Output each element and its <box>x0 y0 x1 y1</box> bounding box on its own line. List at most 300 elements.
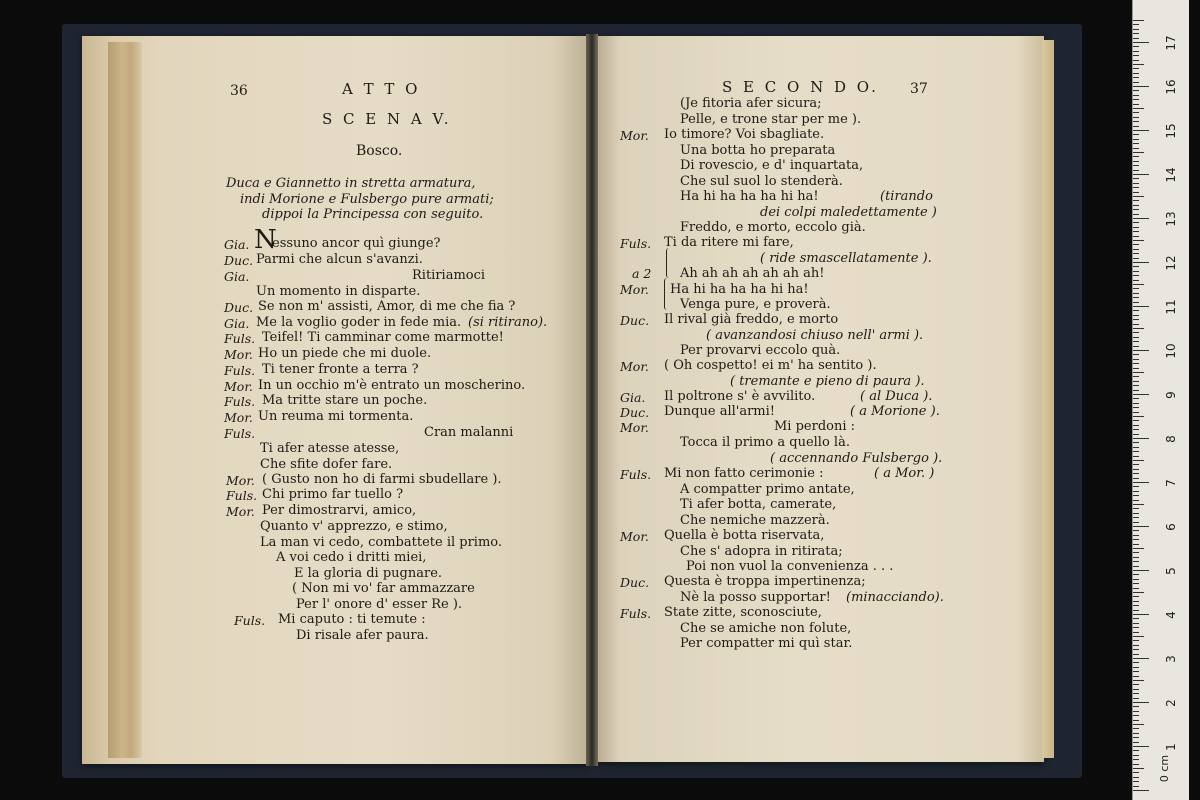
left-page-number: 36 <box>230 83 248 99</box>
ruler-tick <box>1133 759 1139 760</box>
ruler-tick <box>1133 658 1149 659</box>
ruler-tick <box>1133 447 1139 448</box>
ruler-tick <box>1133 236 1139 237</box>
ruler-tick <box>1133 99 1139 100</box>
ruler-tick <box>1133 526 1149 527</box>
speaker-label: Mor. <box>224 410 253 425</box>
ruler-tick <box>1133 702 1149 703</box>
ruler-tick <box>1133 764 1139 765</box>
ruler-tick <box>1133 183 1139 184</box>
speaker-label: Gia. <box>224 269 250 284</box>
ruler-tick <box>1133 117 1139 118</box>
dialogue-line: Se non m' assisti, Amor, di me che fia ? <box>258 299 516 314</box>
ruler-tick <box>1133 750 1139 751</box>
dialogue-line: Ho un piede che mi duole. <box>258 346 432 361</box>
dialogue-line: State zitte, sconosciute, <box>664 605 822 620</box>
dialogue-line: Questa è troppa impertinenza; <box>664 574 866 589</box>
right-running-head: S E C O N D O. <box>722 78 879 96</box>
ruler-tick <box>1133 755 1139 756</box>
ruler-tick <box>1133 222 1139 223</box>
ruler-tick <box>1133 38 1139 39</box>
ruler-tick <box>1133 112 1139 113</box>
ruler-number: 9 <box>1164 391 1178 399</box>
stage-aside: ( avanzandosi chiuso nell' armi ). <box>706 328 924 343</box>
ruler-tick <box>1133 561 1139 562</box>
ruler-tick <box>1133 500 1139 501</box>
speaker-label: Duc. <box>620 313 650 328</box>
stage-aside: ( a Mor. ) <box>874 466 935 481</box>
dialogue-line: A compatter primo antate, <box>680 482 855 497</box>
dialogue-line: Per provarvi eccolo quà. <box>680 343 841 358</box>
ruler-tick <box>1133 337 1139 338</box>
ruler-tick <box>1133 737 1139 738</box>
ruler-tick <box>1133 504 1144 505</box>
ruler-tick <box>1133 530 1139 531</box>
ruler-number: 17 <box>1164 35 1178 51</box>
stage-direction-line: indi Morione e Fulsbergo pure armati; <box>240 192 494 207</box>
ruler-tick <box>1133 60 1139 61</box>
dialogue-line: Ti tener fronte a terra ? <box>262 362 419 377</box>
stage-aside: ( al Duca ). <box>860 389 933 404</box>
dialogue-line: ( Gusto non ho di farmi sbudellare ). <box>262 472 502 487</box>
ruler-tick <box>1133 442 1139 443</box>
ruler-tick <box>1133 605 1139 606</box>
ruler-tick <box>1133 552 1139 553</box>
ruler-tick <box>1133 522 1139 523</box>
dialogue-line: Mi non fatto cerimonie : <box>664 466 824 481</box>
ruler-tick <box>1133 636 1144 637</box>
ruler-tick <box>1133 29 1139 30</box>
ruler-tick <box>1133 425 1139 426</box>
ruler-tick <box>1133 403 1139 404</box>
speaker-label: Fuls. <box>620 467 652 482</box>
dialogue-line: Che s' adopra in ritirata; <box>680 544 843 559</box>
ruler-tick <box>1133 711 1139 712</box>
ruler-tick <box>1133 205 1139 206</box>
dialogue-line: Per dimostrarvi, amico, <box>262 503 417 518</box>
ruler-tick <box>1133 596 1139 597</box>
dialogue-line: Venga pure, e proverà. <box>680 297 831 312</box>
ruler-tick <box>1133 332 1139 333</box>
dialogue-line: Chi primo far tuello ? <box>262 487 404 502</box>
ruler-tick <box>1133 680 1144 681</box>
ruler-tick <box>1133 772 1139 773</box>
ruler-number: 14 <box>1164 167 1178 183</box>
speaker-label: Gia. <box>224 237 250 252</box>
ruler-number: 10 <box>1164 343 1178 359</box>
ruler-tick <box>1133 240 1144 241</box>
ruler-number: 3 <box>1164 655 1178 663</box>
ruler-tick <box>1133 416 1144 417</box>
dialogue-line: Per l' onore d' esser Re ). <box>296 597 463 612</box>
dialogue-line: Parmi che alcun s'avanzi. <box>256 252 423 267</box>
ruler-tick <box>1133 249 1139 250</box>
ruler-number: 7 <box>1164 479 1178 487</box>
dialogue-line: Che nemiche mazzerà. <box>680 513 830 528</box>
speaker-label: Gia. <box>224 316 250 331</box>
ruler-tick <box>1133 733 1139 734</box>
ruler-number: 1 <box>1164 743 1178 751</box>
speaker-label: Mor. <box>620 359 649 374</box>
dialogue-line: Tocca il primo a quello là. <box>680 435 850 450</box>
ruler-tick <box>1133 95 1139 96</box>
speaker-label: Mor. <box>620 529 649 544</box>
ruler-tick <box>1133 187 1139 188</box>
dialogue-line: Nè la posso supportar! <box>680 590 831 605</box>
dialogue-line: Ma tritte stare un poche. <box>262 393 428 408</box>
ruler-tick <box>1133 777 1139 778</box>
dialogue-line: (Je fitoria afer sicura; <box>680 96 822 111</box>
ruler-tick <box>1133 350 1149 351</box>
ruler-tick <box>1133 614 1149 615</box>
ruler-tick <box>1133 381 1139 382</box>
ruler-tick <box>1133 73 1139 74</box>
ruler-tick <box>1133 209 1139 210</box>
dialogue-line: Freddo, e morto, eccolo già. <box>680 220 866 235</box>
ruler-tick <box>1133 363 1139 364</box>
ruler-tick <box>1133 601 1139 602</box>
ruler-tick <box>1133 20 1144 21</box>
ruler-tick <box>1133 398 1139 399</box>
ruler-tick <box>1133 297 1139 298</box>
ruler-tick <box>1133 570 1149 571</box>
ruler-tick <box>1133 192 1139 193</box>
ruler-tick <box>1133 108 1144 109</box>
ruler-tick <box>1133 706 1139 707</box>
speaker-label: Duc. <box>224 253 254 268</box>
speaker-label: Fuls. <box>620 236 652 251</box>
ruler-tick <box>1133 583 1139 584</box>
ruler-tick <box>1133 574 1139 575</box>
ruler-tick <box>1133 178 1139 179</box>
ruler-tick <box>1133 231 1139 232</box>
drop-cap: N <box>254 225 277 255</box>
ruler-tick <box>1133 544 1139 545</box>
ruler-tick <box>1133 728 1139 729</box>
left-running-head: A T T O <box>342 80 421 98</box>
ruler-tick <box>1133 566 1139 567</box>
ruler-tick <box>1133 148 1139 149</box>
ruler-tick <box>1133 742 1139 743</box>
speaker-label: Mor. <box>620 128 649 143</box>
dialogue-line: Il poltrone s' è avvilito. <box>664 389 816 404</box>
ruler-tick <box>1133 513 1139 514</box>
speaker-label: Mor. <box>226 504 255 519</box>
speaker-label: Duc. <box>620 405 650 420</box>
ruler-tick <box>1133 618 1139 619</box>
ruler-tick <box>1133 271 1139 272</box>
dialogue-line: Un momento in disparte. <box>256 284 421 299</box>
ruler-tick <box>1133 579 1139 580</box>
stage-aside: ( a Morione ). <box>850 404 940 419</box>
ruler-tick <box>1133 214 1139 215</box>
ruler-tick <box>1133 482 1149 483</box>
speaker-label: Mor. <box>226 473 255 488</box>
ruler-number: 11 <box>1164 299 1178 315</box>
ruler-tick <box>1133 385 1139 386</box>
dialogue-line: Dunque all'armi! <box>664 404 776 419</box>
dialogue-line: ( Oh cospetto! ei m' ha sentito ). <box>664 358 877 373</box>
dialogue-line: Me la voglio goder in fede mia. <box>256 315 462 330</box>
ruler-tick <box>1133 196 1144 197</box>
ruler-tick <box>1133 134 1139 135</box>
speaker-label: Duc. <box>620 575 650 590</box>
ruler-tick <box>1133 244 1139 245</box>
ruler-tick <box>1133 693 1139 694</box>
ruler-number: 16 <box>1164 79 1178 95</box>
ruler-tick <box>1133 275 1139 276</box>
ruler-tick <box>1133 354 1139 355</box>
dialogue-line: Ha hi ha ha ha hi ha! <box>680 189 819 204</box>
dialogue-line: Pelle, e trone star per me ). <box>680 112 862 127</box>
ruler-tick <box>1133 139 1139 140</box>
ruler-tick <box>1133 359 1139 360</box>
ruler-tick <box>1133 662 1139 663</box>
ruler-tick <box>1133 698 1139 699</box>
ruler-tick <box>1133 451 1139 452</box>
ruler-tick <box>1133 266 1139 267</box>
ruler-tick <box>1133 671 1139 672</box>
ruler-number: 2 <box>1164 699 1178 707</box>
dialogue-line: Quella è botta riservata, <box>664 528 825 543</box>
ruler-tick <box>1133 548 1144 549</box>
speaker-label: Fuls. <box>224 363 256 378</box>
dialogue-line: Un reuma mi tormenta. <box>258 409 414 424</box>
ruler-tick <box>1133 328 1144 329</box>
ruler-tick <box>1133 715 1139 716</box>
speaker-label: Mor. <box>224 347 253 362</box>
ruler-tick <box>1133 464 1139 465</box>
dialogue-line: essuno ancor quì giunge? <box>272 236 441 251</box>
dialogue-line: Cran malanni <box>424 425 514 440</box>
speaker-label: Mor. <box>224 379 253 394</box>
dialogue-line: Che se amiche non folute, <box>680 621 852 636</box>
book-gutter <box>586 34 598 766</box>
dialogue-line: Di risale afer paura. <box>296 628 429 643</box>
dialogue-line: Io timore? Voi sbagliate. <box>664 127 825 142</box>
ruler-tick <box>1133 310 1139 311</box>
ruler-tick <box>1133 684 1139 685</box>
dialogue-line: Ah ah ah ah ah ah ah! <box>680 266 825 281</box>
dialogue-line: Poi non vuol la convenienza . . . <box>686 559 894 574</box>
stage-aside: ( ride smascellatamente ). <box>760 251 932 266</box>
ruler-tick <box>1133 346 1139 347</box>
ruler-tick <box>1133 610 1139 611</box>
ruler-tick <box>1133 790 1149 791</box>
dialogue-line: Quanto v' apprezzo, e stimo, <box>260 519 448 534</box>
dialogue-line: Ha hi ha ha ha hi ha! <box>670 282 809 297</box>
brace-mark <box>666 248 673 278</box>
ruler-tick <box>1133 306 1149 307</box>
stage-aside: ( tremante e pieno di paura ). <box>730 374 925 389</box>
ruler-tick <box>1133 262 1149 263</box>
speaker-label: Duc. <box>224 300 254 315</box>
ruler-tick <box>1133 64 1144 65</box>
ruler-tick <box>1133 284 1144 285</box>
dialogue-line: In un occhio m'è entrato un moscherino. <box>258 378 526 393</box>
ruler-tick <box>1133 724 1144 725</box>
ruler-tick <box>1133 667 1139 668</box>
speaker-label: Mor. <box>620 282 649 297</box>
speaker-label: Fuls. <box>620 606 652 621</box>
ruler-tick <box>1133 645 1139 646</box>
ruler-tick <box>1133 293 1139 294</box>
ruler-tick <box>1133 324 1139 325</box>
ruler-tick <box>1133 539 1139 540</box>
ruler-tick <box>1133 781 1139 782</box>
ruler-tick <box>1133 82 1139 83</box>
ruler-tick <box>1133 632 1139 633</box>
ruler-tick <box>1133 394 1149 395</box>
stage-aside: dei colpi maledettamente ) <box>760 205 937 220</box>
stage-direction-line: dippoi la Principessa con seguito. <box>262 207 484 222</box>
ruler-tick <box>1133 227 1139 228</box>
ruler-tick <box>1133 165 1139 166</box>
dialogue-line: Teifel! Ti camminar come marmotte! <box>262 330 504 345</box>
ruler-tick <box>1133 390 1139 391</box>
ruler-number: 15 <box>1164 123 1178 139</box>
ruler-tick <box>1133 535 1139 536</box>
ruler-tick <box>1133 55 1139 56</box>
ruler-tick <box>1133 368 1139 369</box>
ruler-tick <box>1133 508 1139 509</box>
dialogue-line: Mi perdoni : <box>774 419 856 434</box>
ruler-tick <box>1133 491 1139 492</box>
dialogue-line: A voi cedo i dritti miei, <box>276 550 427 565</box>
dialogue-line: Per compatter mi quì star. <box>680 636 853 651</box>
ruler-tick <box>1133 438 1149 439</box>
ruler-tick <box>1133 51 1139 52</box>
ruler-tick <box>1133 218 1149 219</box>
dialogue-line: Che sul suol lo stenderà. <box>680 174 843 189</box>
stage-aside: ( accennando Fulsbergo ). <box>770 451 943 466</box>
ruler-tick <box>1133 412 1139 413</box>
ruler-tick <box>1133 152 1144 153</box>
ruler-tick <box>1133 786 1139 787</box>
ruler-tick <box>1133 623 1139 624</box>
dialogue-line: Che sfite dofer fare. <box>260 457 393 472</box>
ruler-tick <box>1133 495 1139 496</box>
ruler-number: 5 <box>1164 567 1178 575</box>
ruler-tick <box>1133 126 1139 127</box>
scene-setting: Bosco. <box>356 143 403 159</box>
ruler-tick <box>1133 592 1144 593</box>
ruler-tick <box>1133 720 1139 721</box>
speaker-label: Fuls. <box>224 331 256 346</box>
stage-aside: (si ritirano). <box>468 315 548 330</box>
ruler-tick <box>1133 649 1139 650</box>
ruler-tick <box>1133 156 1139 157</box>
ruler-tick <box>1133 517 1139 518</box>
dialogue-line: Mi caputo : ti temute : <box>278 612 426 627</box>
ruler-number: 4 <box>1164 611 1178 619</box>
ruler-tick <box>1133 170 1139 171</box>
ruler-tick <box>1133 319 1139 320</box>
ruler-number: 6 <box>1164 523 1178 531</box>
ruler-unit-label: 0 cm <box>1158 754 1172 783</box>
ruler-tick <box>1133 588 1139 589</box>
dialogue-line: Il rival già freddo, e morto <box>664 312 839 327</box>
ruler-number: 12 <box>1164 255 1178 271</box>
speaker-label: a 2 <box>632 266 652 281</box>
ruler-tick <box>1133 42 1149 43</box>
speaker-label: Mor. <box>620 420 649 435</box>
speaker-label: Fuls. <box>226 488 258 503</box>
ruler-tick <box>1133 627 1139 628</box>
speaker-label: Gia. <box>620 390 646 405</box>
ruler-tick <box>1133 258 1139 259</box>
ruler-tick <box>1133 86 1149 87</box>
dialogue-line: Ti afer atesse atesse, <box>260 441 400 456</box>
speaker-label: Fuls. <box>224 394 256 409</box>
ruler-tick <box>1133 434 1139 435</box>
ruler-tick <box>1133 161 1139 162</box>
ruler-tick <box>1133 90 1139 91</box>
ruler-tick <box>1133 473 1139 474</box>
ruler-tick <box>1133 104 1139 105</box>
ruler-tick <box>1133 420 1139 421</box>
dialogue-line: E la gloria di pugnare. <box>294 566 443 581</box>
ruler-tick <box>1133 143 1139 144</box>
ruler-tick <box>1133 557 1139 558</box>
ruler-tick <box>1133 746 1149 747</box>
stage-aside: (minacciando). <box>846 590 944 605</box>
ruler-tick <box>1133 200 1139 201</box>
measuring-ruler <box>1132 0 1189 800</box>
ruler-number: 13 <box>1164 211 1178 227</box>
ruler-tick <box>1133 280 1139 281</box>
ruler-tick <box>1133 46 1139 47</box>
ruler-tick <box>1133 288 1139 289</box>
ruler-tick <box>1133 253 1139 254</box>
ruler-tick <box>1133 68 1139 69</box>
right-page-number: 37 <box>910 81 928 97</box>
ruler-tick <box>1133 407 1139 408</box>
stage-direction-line: Duca e Giannetto in stretta armatura, <box>226 176 476 191</box>
ruler-tick <box>1133 429 1139 430</box>
ruler-tick <box>1133 372 1144 373</box>
dialogue-line: Ti da ritere mi fare, <box>664 235 794 250</box>
ruler-tick <box>1133 376 1139 377</box>
ruler-tick <box>1133 456 1139 457</box>
speaker-label: Fuls. <box>224 426 256 441</box>
ruler-tick <box>1133 174 1149 175</box>
ruler-tick <box>1133 486 1139 487</box>
ruler-tick <box>1133 469 1139 470</box>
ruler-tick <box>1133 121 1139 122</box>
ruler-number: 8 <box>1164 435 1178 443</box>
dialogue-line: ( Non mi vo' far ammazzare <box>292 581 475 596</box>
scene-heading: S C E N A V. <box>322 110 452 128</box>
ruler-tick <box>1133 689 1139 690</box>
stage-aside: (tirando <box>880 189 933 204</box>
ruler-tick <box>1133 341 1139 342</box>
dialogue-line: La man vi cedo, combattete il primo. <box>260 535 503 550</box>
dialogue-line: Ti afer botta, camerate, <box>680 497 837 512</box>
dialogue-line: Ritiriamoci <box>412 268 486 283</box>
ruler-tick <box>1133 24 1139 25</box>
ruler-tick <box>1133 77 1139 78</box>
dialogue-line: Una botta ho preparata <box>680 143 836 158</box>
ruler-tick <box>1133 676 1139 677</box>
ruler-tick <box>1133 302 1139 303</box>
ruler-tick <box>1133 478 1139 479</box>
ruler-tick <box>1133 640 1139 641</box>
ruler-tick <box>1133 315 1139 316</box>
dialogue-line: Di rovescio, e d' inquartata, <box>680 158 864 173</box>
ruler-tick <box>1133 33 1139 34</box>
ruler-tick <box>1133 768 1144 769</box>
